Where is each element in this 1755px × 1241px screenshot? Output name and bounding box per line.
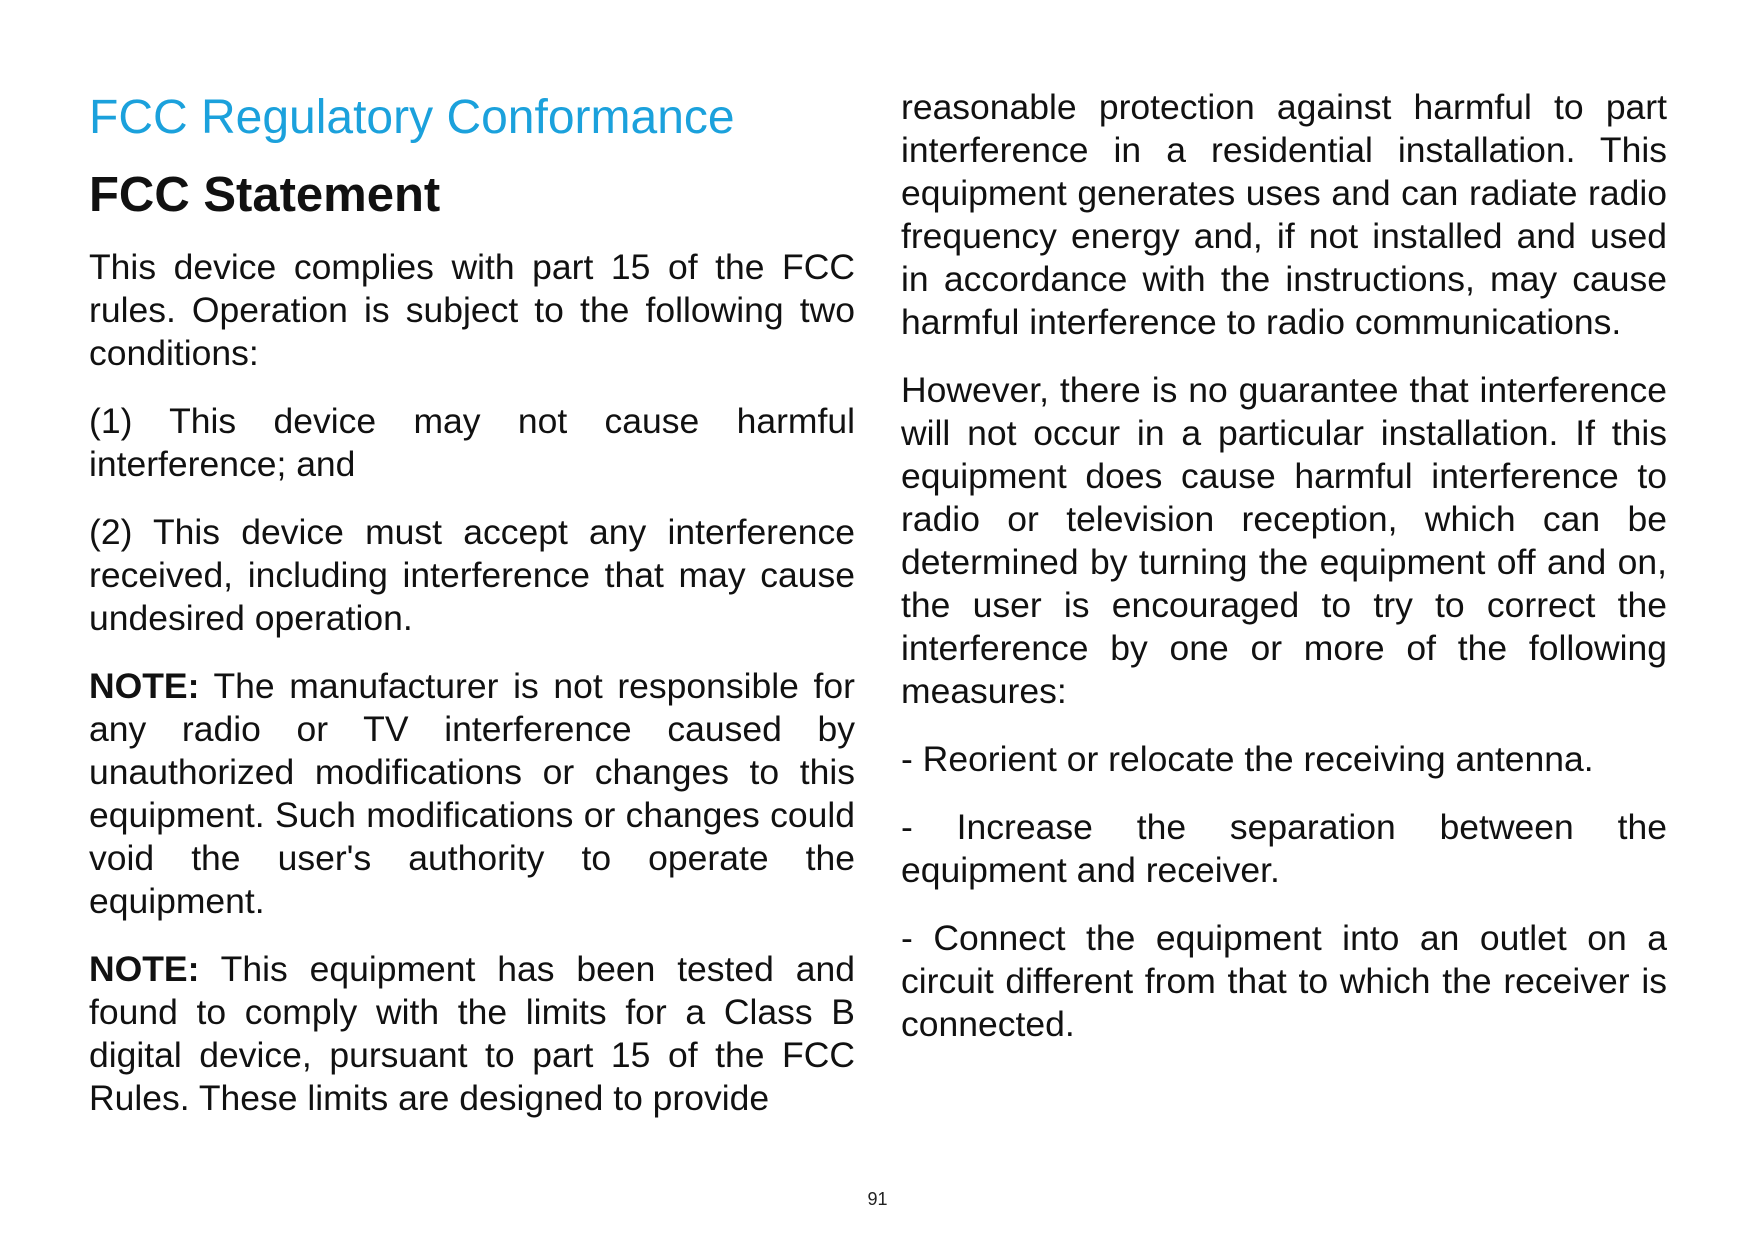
left-column	[89, 84, 855, 1145]
measure-2: - Increase the separation between the equipment and receiver.	[901, 807, 1667, 890]
measure-1: - Reorient or relocate the receiving antenna.	[901, 739, 1594, 779]
however-paragraph: However, there is no guarantee that interference will not occur in a particular installation. If this equipment does cause harmful interference to radio or television reception, which can be determined by turning the equipment off and on, the user is encouraged to try to correct the interference by one or more of the following measures:	[901, 370, 1667, 711]
section-title: FCC Regulatory Conformance	[89, 91, 735, 144]
statement-heading: FCC Statement	[89, 168, 441, 223]
note-2-label: NOTE:	[89, 948, 200, 989]
note-1-label: NOTE:	[89, 665, 200, 706]
note-1-paragraph	[89, 665, 855, 923]
right-column	[901, 86, 1667, 1071]
note-2-paragraph	[89, 948, 855, 1120]
continuation-paragraph: reasonable protection against harmful to part interference in a residential installation. This equipment generates uses and can radiate radio frequency energy and, if not installed and used in accordance with the instructions, may cause harmful interference to radio communications.	[901, 87, 1667, 342]
condition-1: (1) This device may not cause harmful interference; and	[89, 400, 855, 484]
note-2-text: This equipment has been tested and found to comply with the limits for a Class B digital device, pursuant to part 15 of the FCC Rules. These limits are designed to provide	[89, 948, 855, 1118]
page-number: 91	[867, 1189, 888, 1209]
intro-paragraph: This device complies with part 15 of the FCC rules. Operation is subject to the following two conditions:	[89, 246, 855, 373]
measure-3: - Connect the equipment into an outlet on a circuit different from that to which the receiver is connected.	[901, 918, 1667, 1044]
note-1-text: The manufacturer is not responsible for any radio or TV interference caused by unauthorized modifications or changes to this equipment. Such modifications or changes could void the user's authority to operate the equipment.	[89, 665, 855, 921]
condition-2: (2) This device must accept any interference received, including interference that may cause undesired operation.	[89, 511, 855, 638]
